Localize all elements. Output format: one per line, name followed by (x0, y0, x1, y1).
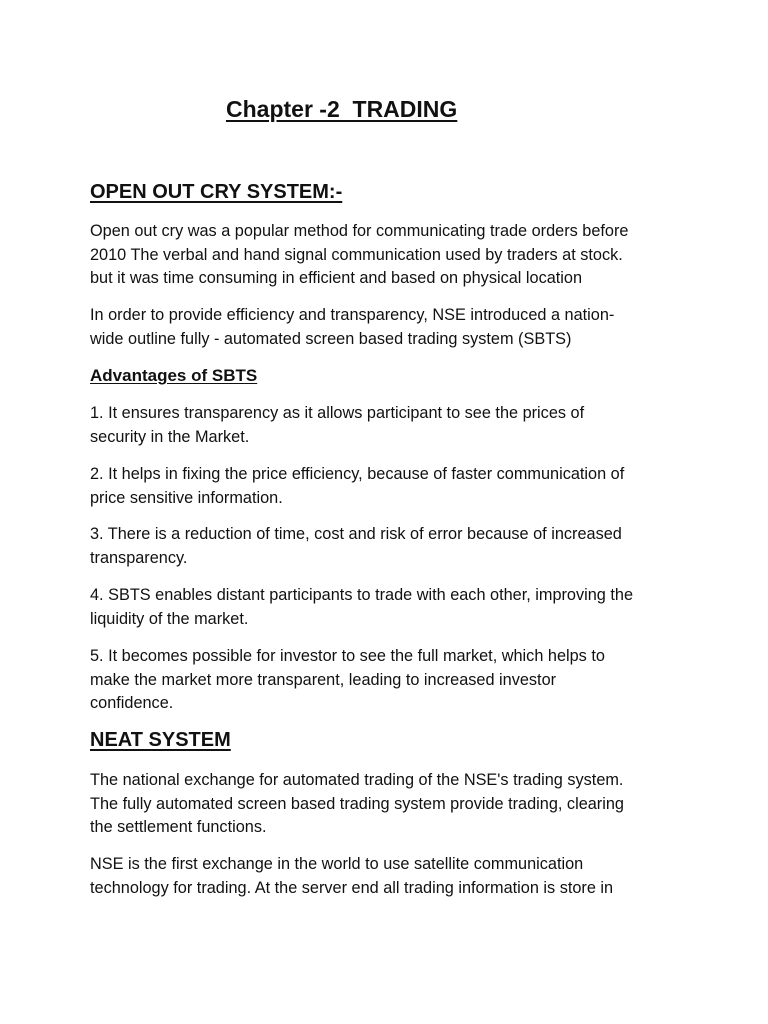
document-page (90, 0, 690, 1024)
advantage-item-4: 4. SBTS enables distant participants to trade with each other, improving the liquidity of the market. (90, 586, 634, 628)
chapter-title: Chapter -2 TRADING (226, 96, 458, 122)
neat-paragraph-1: The national exchange for automated trading of the NSE's trading system. The fully automated screen based trading system provide trading, clearing the settlement functions. (90, 771, 624, 836)
open-out-cry-paragraph-2: In order to provide efficiency and transparency, NSE introduced a nation- wide outline fully - automated screen based trading system (SBTS) (90, 306, 615, 348)
advantage-item-1: 1. It ensures transparency as it allows participant to see the prices of security in the Market. (90, 404, 585, 446)
neat-paragraph-2: NSE is the first exchange in the world to use satellite communication technology for trading. At the server end all trading information is store in (90, 855, 614, 897)
advantage-item-3: 3. There is a reduction of time, cost and risk of error because of increased transparency. (90, 525, 622, 567)
open-out-cry-heading: OPEN OUT CRY SYSTEM:- (90, 181, 343, 203)
open-out-cry-paragraph-1: Open out cry was a popular method for communicating trade orders before 2010 The verbal and hand signal communication used by traders at stock. but it was time consuming in efficient and based on physical location (90, 222, 629, 287)
neat-system-heading: NEAT SYSTEM (90, 729, 231, 751)
advantage-item-2: 2. It helps in fixing the price efficiency, because of faster communication of price sensitive information. (90, 465, 625, 507)
advantage-item-5: 5. It becomes possible for investor to see the full market, which helps to make the market more transparent, leading to increased investor confidence. (90, 647, 605, 712)
advantages-heading: Advantages of SBTS (90, 366, 258, 385)
